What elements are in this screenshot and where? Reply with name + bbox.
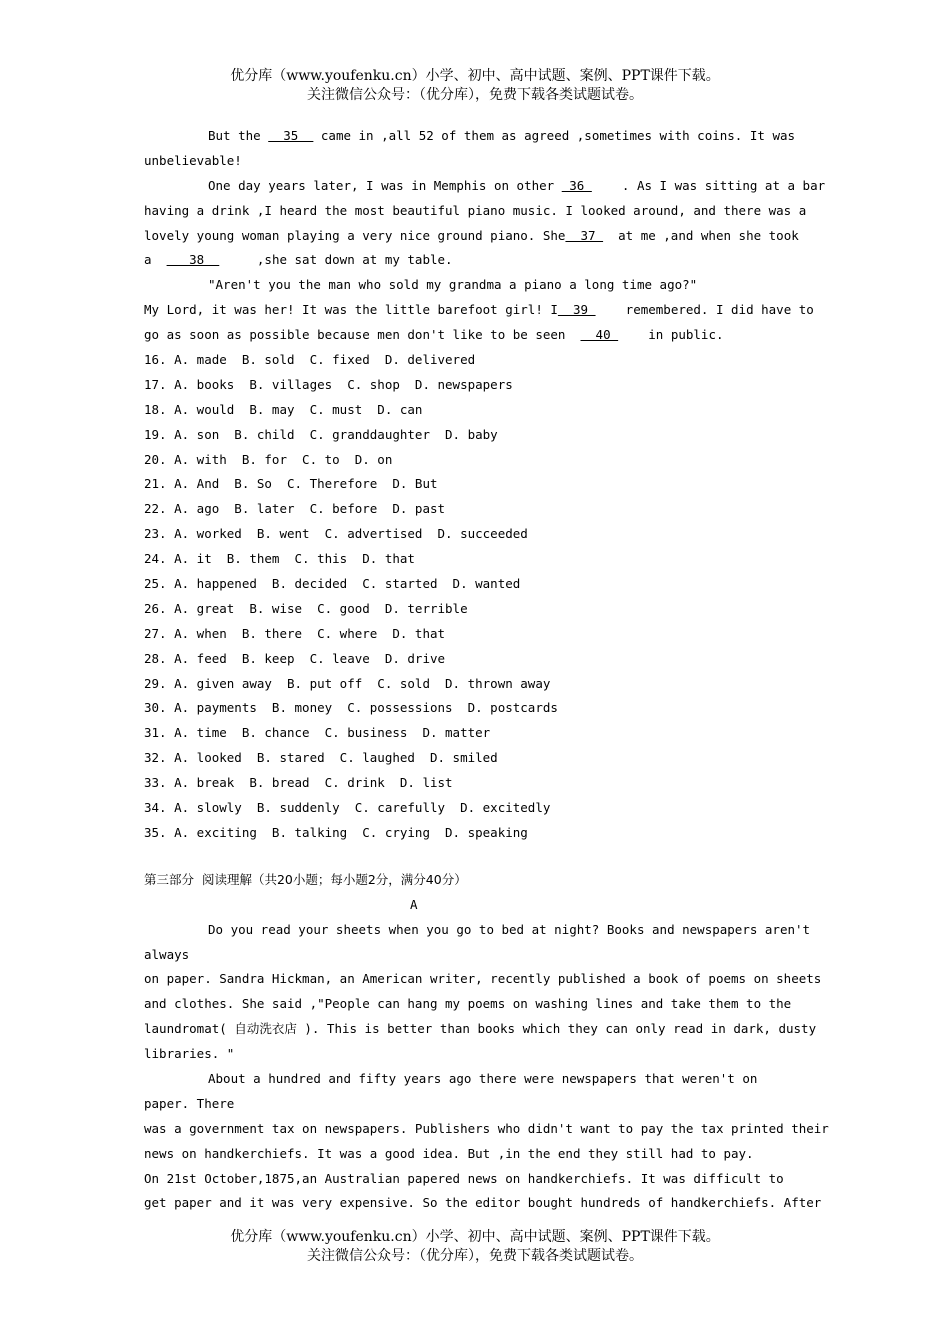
passage-line: on paper. Sandra Hickman, an American writer, recently published a book of poems on sheets <box>144 971 822 987</box>
passage-line: One day years later, I was in Memphis on other 36 . As I was sitting at a bar <box>208 177 826 193</box>
footer-line-2: 关注微信公众号：（优分库），免费下载各类试题试卷。 <box>307 1248 643 1264</box>
passage-line: was a government tax on newspapers. Publishers who didn't want to pay the tax printed their <box>144 1120 829 1136</box>
reading-passage <box>144 918 822 1018</box>
question-item: 34. A. slowly B. suddenly C. carefully D. excitedly <box>144 800 551 816</box>
reading-passage-cont <box>144 1042 829 1216</box>
passage-line: Do you read your sheets when you go to bed at night? Books and newspapers aren't <box>208 921 811 937</box>
header-line-2: 关注微信公众号：（优分库），免费下载各类试题试卷。 <box>307 87 643 103</box>
question-item: 22. A. ago B. later C. before D. past <box>144 501 446 517</box>
question-item: 19. A. son B. child C. granddaughter D. baby <box>144 426 498 442</box>
blank-36: 36 <box>561 177 592 193</box>
question-item: 25. A. happened B. decided C. started D. wanted <box>144 576 521 592</box>
question-item: 32. A. looked B. stared C. laughed D. smiled <box>144 750 498 766</box>
question-item: 17. A. books B. villages C. shop D. newspapers <box>144 376 513 392</box>
page-header <box>0 67 950 105</box>
passage-line: unbelievable! <box>144 152 242 168</box>
question-list <box>144 348 814 846</box>
blank-35: 35 <box>268 128 314 143</box>
header-line-1: 优分库（www.youfenku.cn）小学、初中、高中试题、案例、PPT课件下载。 <box>230 68 720 84</box>
blank-39: 39 <box>557 302 596 318</box>
question-item: 20. A. with B. for C. to D. on <box>144 451 393 467</box>
passage-line: My Lord, it was her! It was the little barefoot girl! I 39 remembered. I did have to <box>144 302 814 318</box>
question-item: 18. A. would B. may C. must D. can <box>144 401 423 417</box>
passage-line: having a drink ,I heard the most beautiful piano music. I looked around, and there was a <box>144 202 807 218</box>
question-item: 30. A. payments B. money C. possessions D. postcards <box>144 700 558 716</box>
passage-line: libraries. " <box>144 1046 235 1062</box>
question-item: 27. A. when B. there C. where D. that <box>144 625 446 641</box>
question-item: 33. A. break B. bread C. drink D. list <box>144 775 453 791</box>
question-item: 35. A. exciting B. talking C. crying D. speaking <box>144 824 528 840</box>
passage-line: news on handkerchiefs. It was a good idea. But ,in the end they still had to pay. <box>144 1145 754 1161</box>
passage-line: paper. There <box>144 1095 235 1111</box>
question-item: 26. A. great B. wise C. good D. terrible <box>144 600 468 616</box>
passage-line: and clothes. She said ,"People can hang my poems on washing lines and take them to the <box>144 996 792 1012</box>
passage-line: always <box>144 946 190 962</box>
question-item: 28. A. feed B. keep C. leave D. drive <box>144 650 446 666</box>
passage-line: laundromat( 自动洗衣店 ). This is better than books which they can only read in dark, dusty <box>144 1021 817 1037</box>
document-body <box>144 124 829 1216</box>
footer-line-1: 优分库（www.youfenku.cn）小学、初中、高中试题、案例、PPT课件下载。 <box>230 1229 720 1245</box>
blank-37: 37 <box>565 227 604 243</box>
spacer <box>144 846 814 868</box>
passage-line: On 21st October,1875,an Australian papered news on handkerchiefs. It was difficult to <box>144 1170 784 1186</box>
question-item: 21. A. And B. So C. Therefore D. But <box>144 476 438 492</box>
question-item: 24. A. it B. them C. this D. that <box>144 551 415 567</box>
blank-38: 38 <box>166 252 220 268</box>
passage-line: About a hundred and fifty years ago there were newspapers that weren't on <box>208 1070 758 1086</box>
question-item: 29. A. given away B. put off C. sold D. thrown away <box>144 675 551 691</box>
passage-label: A <box>410 896 418 912</box>
passage-line: "Aren't you the man who sold my grandma a piano a long time ago?" <box>208 277 698 293</box>
page-footer <box>0 1228 950 1266</box>
passage-line: go as soon as possible because men don't like to be seen 40 in public. <box>144 327 724 343</box>
question-item: 16. A. made B. sold C. fixed D. delivered <box>144 352 476 368</box>
blank-40: 40 <box>580 327 619 343</box>
question-item: 31. A. time B. chance C. business D. matter <box>144 725 491 741</box>
passage-line: But the 35 came in ,all 52 of them as agreed ,sometimes with coins. It was <box>208 128 796 143</box>
passage-line: lovely young woman playing a very nice ground piano. She 37 at me ,and when she took <box>144 227 799 243</box>
passage-line: a 38 ,she sat down at my table. <box>144 252 453 268</box>
passage-line: get paper and it was very expensive. So the editor bought hundreds of handkerchiefs. After <box>144 1195 822 1211</box>
section-title: 第三部分 阅读理解（共20小题；每小题2分，满分40分） <box>144 871 467 887</box>
question-item: 23. A. worked B. went C. advertised D. succeeded <box>144 526 528 542</box>
